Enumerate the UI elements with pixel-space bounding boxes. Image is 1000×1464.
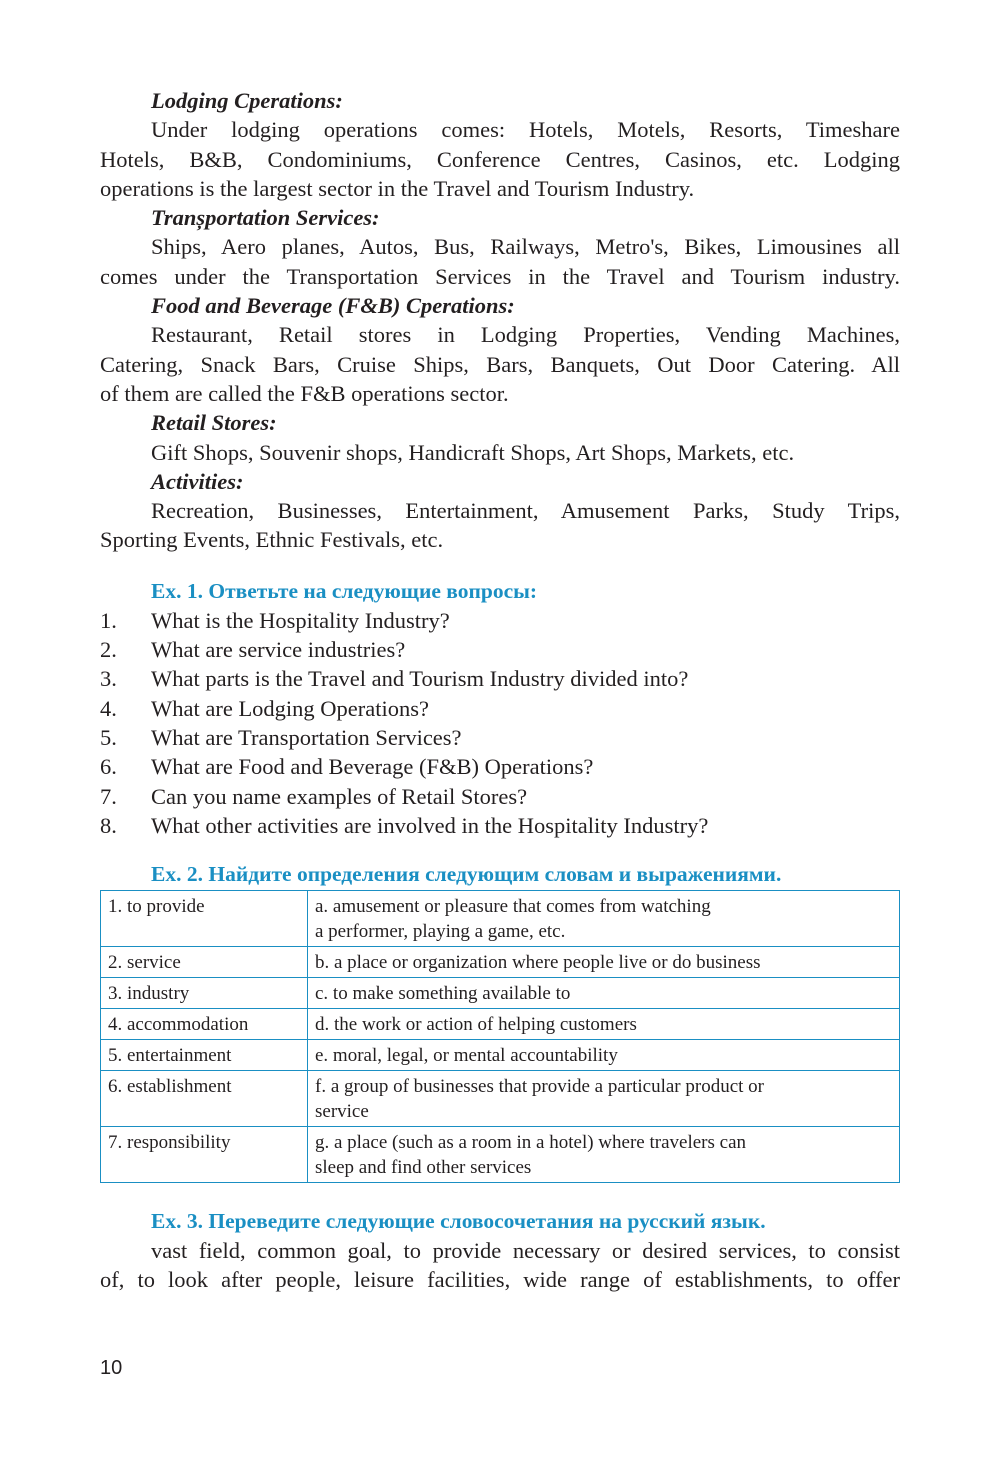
question-text: What other activities are involved in the Hospitality Industry? [151, 812, 709, 838]
spacer [100, 1183, 900, 1207]
question-item [100, 782, 900, 811]
definition-cell [308, 1071, 900, 1127]
page-body [100, 86, 900, 1295]
spacer [100, 555, 900, 577]
term-cell: 7. responsibility [101, 1127, 308, 1183]
table-row [101, 978, 900, 1009]
question-text: What are service industries? [151, 637, 406, 663]
activities-text-line: Sporting Events, Ethnic Festivals, etc. [100, 527, 444, 553]
ex1-question-list [100, 606, 900, 840]
table-row [101, 891, 900, 947]
question-text: Can you name examples of Retail Stores? [151, 783, 528, 809]
question-text: What is the Hospitality Industry? [151, 607, 450, 633]
definition-line: e. moral, legal, or mental accountability [315, 1045, 618, 1067]
term-cell: 3. industry [101, 978, 308, 1009]
ex2-title: Ex. 2. Найдите определения следующим словам и выражениями. [151, 862, 782, 887]
question-item [100, 635, 900, 664]
question-text: What are Lodging Operations? [151, 695, 430, 721]
food-heading: Food and Beverage (F&B) Cperations: [151, 293, 515, 319]
transport-heading: Tranșportation Services: [151, 205, 380, 231]
question-number: 4. [100, 695, 117, 721]
question-text: What parts is the Travel and Tourism Industry divided into? [151, 666, 689, 692]
question-text: What are Food and Beverage (F&B) Operations? [151, 754, 594, 780]
ex3-title: Ex. 3. Переведите следующие словосочетания на русский язык. [151, 1209, 766, 1234]
definition-line: c. to make something available to [315, 983, 571, 1005]
ex1-title: Ex. 1. Ответьте на следующие вопросы: [151, 578, 538, 603]
question-number: 2. [100, 637, 117, 663]
term-cell: 6. establishment [101, 1071, 308, 1127]
definition-line: a. amusement or pleasure that comes from watching [315, 896, 711, 918]
question-number: 8. [100, 812, 117, 838]
question-item [100, 664, 900, 693]
question-item [100, 694, 900, 723]
definition-line: a performer, playing a game, etc. [315, 921, 566, 943]
activities-heading: Activities: [151, 468, 244, 494]
question-number: 6. [100, 754, 117, 780]
food-text-line: Restaurant, Retail stores in Lodging Properties, Vending Machines, [151, 322, 900, 348]
definition-line: sleep and find other services [315, 1157, 532, 1179]
definition-line: service [315, 1101, 369, 1123]
term-cell: 1. to provide [101, 891, 308, 947]
definition-cell [308, 978, 900, 1009]
definitions-table [100, 890, 900, 1183]
lodging-text-line: Under lodging operations comes: Hotels, Motels, Resorts, Timeshare [151, 117, 900, 143]
ex3-text-line: of, to look after people, leisure facilities, wide range of establishments, to offer [100, 1267, 900, 1293]
term-cell: 4. accommodation [101, 1009, 308, 1040]
retail-text-line: Gift Shops, Souvenir shops, Handicraft Shops, Art Shops, Markets, etc. [151, 439, 795, 465]
spacer [100, 840, 900, 860]
question-item [100, 811, 900, 840]
term-cell: 5. entertainment [101, 1040, 308, 1071]
question-text: What are Transportation Services? [151, 724, 462, 750]
transport-text-line: Ships, Aero planes, Autos, Bus, Railways, Metro's, Bikes, Limousines all [151, 234, 900, 260]
definition-cell [308, 1040, 900, 1071]
table-row [101, 1040, 900, 1071]
definition-cell [308, 1127, 900, 1183]
definition-cell [308, 1009, 900, 1040]
question-number: 1. [100, 607, 117, 633]
food-text-line: of them are called the F&B operations sector. [100, 380, 509, 406]
lodging-text-line: Hotels, B&B, Condominiums, Conference Centres, Casinos, etc. Lodging [100, 146, 900, 172]
table-row [101, 1071, 900, 1127]
table-row [101, 1127, 900, 1183]
question-item [100, 606, 900, 635]
definition-cell [308, 947, 900, 978]
definition-line: g. a place (such as a room in a hotel) where travelers can [315, 1132, 746, 1154]
table-row [101, 1009, 900, 1040]
transport-text-line: comes under the Transportation Services in the Travel and Tourism industry. [100, 263, 900, 289]
activities-text-line: Recreation, Businesses, Entertainment, Amusement Parks, Study Trips, [151, 498, 900, 524]
term-cell: 2. service [101, 947, 308, 978]
question-number: 5. [100, 724, 117, 750]
definition-cell [308, 891, 900, 947]
question-item [100, 723, 900, 752]
page-number: 10 [100, 1357, 123, 1379]
question-item [100, 752, 900, 781]
question-number: 7. [100, 783, 117, 809]
definition-line: d. the work or action of helping customers [315, 1014, 637, 1036]
ex3-text-line: vast field, common goal, to provide necessary or desired services, to consist [151, 1238, 900, 1264]
lodging-text-line: operations is the largest sector in the Travel and Tourism Industry. [100, 175, 695, 201]
retail-heading: Retail Stores: [151, 410, 277, 436]
food-text-line: Catering, Snack Bars, Cruise Ships, Bars, Banquets, Out Door Catering. All [100, 351, 900, 377]
definition-line: f. a group of businesses that provide a particular product or [315, 1076, 765, 1098]
question-number: 3. [100, 666, 117, 692]
definition-line: b. a place or organization where people live or do business [315, 952, 761, 974]
lodging-heading: Lodging Cperations: [151, 88, 343, 113]
table-row [101, 947, 900, 978]
